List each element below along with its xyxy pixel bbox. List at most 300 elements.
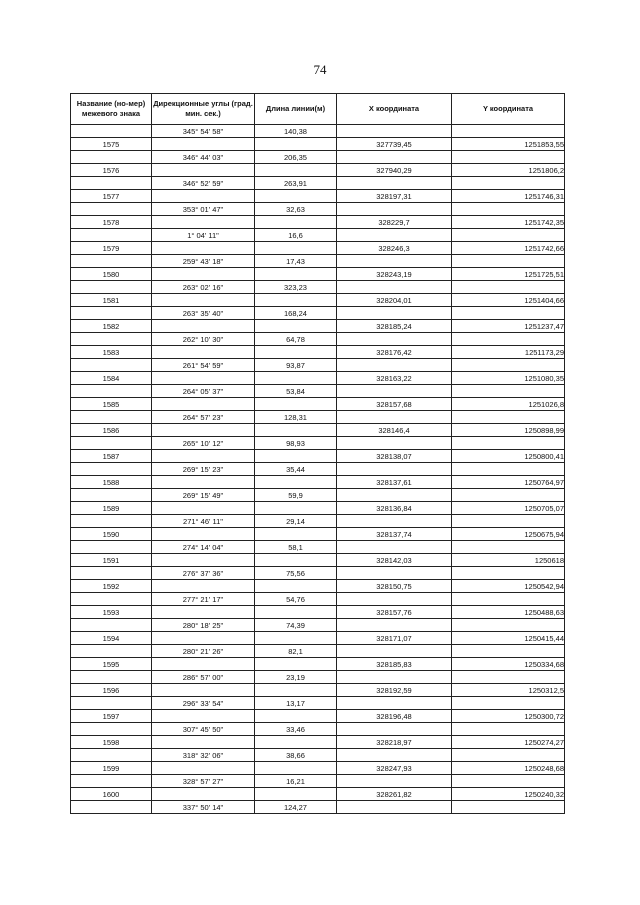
- line-length: 16,6: [255, 229, 337, 242]
- empty-cell: [71, 671, 152, 684]
- y-coordinate: 1250764,97: [452, 476, 565, 489]
- empty-cell: [152, 632, 255, 645]
- empty-cell: [152, 502, 255, 515]
- y-coordinate: 1250274,27: [452, 736, 565, 749]
- point-name: 1596: [71, 684, 152, 697]
- empty-cell: [71, 723, 152, 736]
- empty-cell: [452, 307, 565, 320]
- empty-cell: [452, 749, 565, 762]
- segment-row: [71, 281, 565, 294]
- empty-cell: [71, 281, 152, 294]
- x-coordinate: 328157,76: [337, 606, 452, 619]
- direction-angle: 259° 43' 18": [152, 255, 255, 268]
- empty-cell: [71, 177, 152, 190]
- direction-angle: 263° 02' 16": [152, 281, 255, 294]
- empty-cell: [71, 775, 152, 788]
- empty-cell: [152, 580, 255, 593]
- empty-cell: [337, 333, 452, 346]
- point-name: 1590: [71, 528, 152, 541]
- empty-cell: [71, 593, 152, 606]
- direction-angle: 271° 46' 11": [152, 515, 255, 528]
- empty-cell: [71, 567, 152, 580]
- y-coordinate: 1250312,5: [452, 684, 565, 697]
- direction-angle: 269° 15' 23": [152, 463, 255, 476]
- empty-cell: [337, 515, 452, 528]
- segment-row: [71, 619, 565, 632]
- direction-angle: 353° 01' 47": [152, 203, 255, 216]
- x-coordinate: 328204,01: [337, 294, 452, 307]
- direction-angle: 262° 10' 30": [152, 333, 255, 346]
- direction-angle: 337° 50' 14": [152, 801, 255, 814]
- empty-cell: [452, 203, 565, 216]
- y-coordinate: 1251725,51: [452, 268, 565, 281]
- line-length: 140,38: [255, 125, 337, 138]
- line-length: 82,1: [255, 645, 337, 658]
- empty-cell: [152, 528, 255, 541]
- empty-cell: [337, 645, 452, 658]
- empty-cell: [255, 164, 337, 177]
- empty-cell: [452, 801, 565, 814]
- empty-cell: [452, 541, 565, 554]
- point-row: [71, 502, 565, 515]
- empty-cell: [152, 320, 255, 333]
- y-coordinate: 1250705,07: [452, 502, 565, 515]
- point-row: [71, 190, 565, 203]
- segment-row: [71, 567, 565, 580]
- line-length: 17,43: [255, 255, 337, 268]
- y-coordinate: 1250240,32: [452, 788, 565, 801]
- point-name: 1580: [71, 268, 152, 281]
- empty-cell: [71, 697, 152, 710]
- line-length: 58,1: [255, 541, 337, 554]
- empty-cell: [255, 658, 337, 671]
- empty-cell: [255, 216, 337, 229]
- x-coordinate: 328136,84: [337, 502, 452, 515]
- line-length: 23,19: [255, 671, 337, 684]
- point-name: 1600: [71, 788, 152, 801]
- line-length: 16,21: [255, 775, 337, 788]
- segment-row: [71, 723, 565, 736]
- point-row: [71, 242, 565, 255]
- empty-cell: [255, 528, 337, 541]
- x-coordinate: 328185,24: [337, 320, 452, 333]
- empty-cell: [71, 359, 152, 372]
- empty-cell: [255, 632, 337, 645]
- empty-cell: [255, 736, 337, 749]
- x-coordinate: 328247,93: [337, 762, 452, 775]
- segment-row: [71, 203, 565, 216]
- empty-cell: [152, 164, 255, 177]
- segment-row: [71, 437, 565, 450]
- direction-angle: 307° 45' 50": [152, 723, 255, 736]
- empty-cell: [152, 710, 255, 723]
- x-coordinate: 327940,29: [337, 164, 452, 177]
- empty-cell: [255, 346, 337, 359]
- empty-cell: [337, 567, 452, 580]
- direction-angle: 264° 57' 23": [152, 411, 255, 424]
- header-point-name: Название (но-мер) межевого знака: [71, 94, 152, 125]
- point-name: 1575: [71, 138, 152, 151]
- empty-cell: [152, 762, 255, 775]
- empty-cell: [152, 658, 255, 671]
- x-coordinate: 328142,03: [337, 554, 452, 567]
- x-coordinate: 328192,59: [337, 684, 452, 697]
- empty-cell: [71, 333, 152, 346]
- empty-cell: [152, 424, 255, 437]
- line-length: 64,78: [255, 333, 337, 346]
- line-length: 29,14: [255, 515, 337, 528]
- point-name: 1586: [71, 424, 152, 437]
- empty-cell: [255, 320, 337, 333]
- empty-cell: [452, 151, 565, 164]
- direction-angle: 346° 44' 03": [152, 151, 255, 164]
- segment-row: [71, 801, 565, 814]
- empty-cell: [255, 788, 337, 801]
- empty-cell: [152, 268, 255, 281]
- line-length: 98,93: [255, 437, 337, 450]
- x-coordinate: 328197,31: [337, 190, 452, 203]
- point-name: 1587: [71, 450, 152, 463]
- x-coordinate: 328246,3: [337, 242, 452, 255]
- empty-cell: [337, 255, 452, 268]
- empty-cell: [337, 359, 452, 372]
- empty-cell: [152, 190, 255, 203]
- segment-row: [71, 151, 565, 164]
- empty-cell: [152, 294, 255, 307]
- segment-row: [71, 177, 565, 190]
- empty-cell: [255, 398, 337, 411]
- line-length: 93,87: [255, 359, 337, 372]
- empty-cell: [337, 671, 452, 684]
- point-row: [71, 138, 565, 151]
- direction-angle: 277° 21' 17": [152, 593, 255, 606]
- x-coordinate: 328163,22: [337, 372, 452, 385]
- empty-cell: [337, 723, 452, 736]
- x-coordinate: 328137,61: [337, 476, 452, 489]
- y-coordinate: 1251026,8: [452, 398, 565, 411]
- empty-cell: [337, 203, 452, 216]
- direction-angle: 296° 33' 54": [152, 697, 255, 710]
- y-coordinate: 1251746,31: [452, 190, 565, 203]
- empty-cell: [452, 125, 565, 138]
- line-length: 35,44: [255, 463, 337, 476]
- point-name: 1595: [71, 658, 152, 671]
- point-row: [71, 346, 565, 359]
- empty-cell: [452, 333, 565, 346]
- empty-cell: [452, 177, 565, 190]
- empty-cell: [337, 281, 452, 294]
- y-coordinate: 1250415,44: [452, 632, 565, 645]
- empty-cell: [152, 476, 255, 489]
- point-name: 1584: [71, 372, 152, 385]
- empty-cell: [152, 450, 255, 463]
- direction-angle: 274° 14' 04": [152, 541, 255, 554]
- empty-cell: [255, 502, 337, 515]
- point-row: [71, 736, 565, 749]
- y-coordinate: 1250800,41: [452, 450, 565, 463]
- segment-row: [71, 593, 565, 606]
- empty-cell: [255, 190, 337, 203]
- empty-cell: [152, 216, 255, 229]
- y-coordinate: 1250618: [452, 554, 565, 567]
- y-coordinate: 1251806,2: [452, 164, 565, 177]
- empty-cell: [255, 554, 337, 567]
- empty-cell: [452, 281, 565, 294]
- segment-row: [71, 463, 565, 476]
- page-number: 74: [313, 62, 327, 77]
- empty-cell: [337, 385, 452, 398]
- point-row: [71, 372, 565, 385]
- segment-row: [71, 411, 565, 424]
- empty-cell: [71, 489, 152, 502]
- y-coordinate: 1250248,68: [452, 762, 565, 775]
- empty-cell: [152, 736, 255, 749]
- segment-row: [71, 749, 565, 762]
- empty-cell: [255, 138, 337, 151]
- coordinates-table: [70, 93, 565, 814]
- point-name: 1593: [71, 606, 152, 619]
- empty-cell: [337, 697, 452, 710]
- point-row: [71, 788, 565, 801]
- empty-cell: [452, 255, 565, 268]
- point-row: [71, 476, 565, 489]
- point-row: [71, 554, 565, 567]
- empty-cell: [337, 411, 452, 424]
- empty-cell: [452, 515, 565, 528]
- x-coordinate: 328218,97: [337, 736, 452, 749]
- line-length: 59,9: [255, 489, 337, 502]
- segment-row: [71, 359, 565, 372]
- direction-angle: 328° 57' 27": [152, 775, 255, 788]
- empty-cell: [337, 463, 452, 476]
- empty-cell: [452, 489, 565, 502]
- empty-cell: [452, 619, 565, 632]
- empty-cell: [255, 268, 337, 281]
- point-name: 1597: [71, 710, 152, 723]
- empty-cell: [452, 723, 565, 736]
- empty-cell: [152, 242, 255, 255]
- header-y-coordinate: Y координата: [452, 94, 565, 125]
- empty-cell: [152, 346, 255, 359]
- empty-cell: [255, 294, 337, 307]
- header-line-length: Длина линии(м): [255, 94, 337, 125]
- point-row: [71, 450, 565, 463]
- empty-cell: [71, 749, 152, 762]
- empty-cell: [71, 619, 152, 632]
- y-coordinate: 1250542,94: [452, 580, 565, 593]
- table-header-row: [71, 94, 565, 125]
- empty-cell: [452, 645, 565, 658]
- x-coordinate: 328176,42: [337, 346, 452, 359]
- empty-cell: [71, 541, 152, 554]
- point-name: 1598: [71, 736, 152, 749]
- direction-angle: 280° 21' 26": [152, 645, 255, 658]
- segment-row: [71, 333, 565, 346]
- empty-cell: [337, 151, 452, 164]
- empty-cell: [71, 151, 152, 164]
- empty-cell: [71, 203, 152, 216]
- empty-cell: [152, 684, 255, 697]
- line-length: 206,35: [255, 151, 337, 164]
- line-length: 128,31: [255, 411, 337, 424]
- empty-cell: [255, 242, 337, 255]
- point-name: 1585: [71, 398, 152, 411]
- y-coordinate: 1251237,47: [452, 320, 565, 333]
- point-name: 1592: [71, 580, 152, 593]
- x-coordinate: 328185,83: [337, 658, 452, 671]
- empty-cell: [337, 229, 452, 242]
- empty-cell: [452, 229, 565, 242]
- empty-cell: [452, 463, 565, 476]
- y-coordinate: 1251080,35: [452, 372, 565, 385]
- y-coordinate: 1250334,68: [452, 658, 565, 671]
- empty-cell: [337, 541, 452, 554]
- segment-row: [71, 255, 565, 268]
- direction-angle: 265° 10' 12": [152, 437, 255, 450]
- line-length: 75,56: [255, 567, 337, 580]
- line-length: 53,84: [255, 385, 337, 398]
- point-row: [71, 424, 565, 437]
- segment-row: [71, 489, 565, 502]
- empty-cell: [255, 762, 337, 775]
- x-coordinate: 328138,07: [337, 450, 452, 463]
- y-coordinate: 1250675,94: [452, 528, 565, 541]
- empty-cell: [337, 125, 452, 138]
- empty-cell: [452, 671, 565, 684]
- empty-cell: [452, 411, 565, 424]
- point-name: 1583: [71, 346, 152, 359]
- point-row: [71, 762, 565, 775]
- point-name: 1577: [71, 190, 152, 203]
- line-length: 124,27: [255, 801, 337, 814]
- x-coordinate: 328137,74: [337, 528, 452, 541]
- empty-cell: [71, 437, 152, 450]
- empty-cell: [337, 749, 452, 762]
- y-coordinate: 1250300,72: [452, 710, 565, 723]
- empty-cell: [255, 606, 337, 619]
- x-coordinate: 328171,07: [337, 632, 452, 645]
- empty-cell: [337, 437, 452, 450]
- empty-cell: [71, 125, 152, 138]
- empty-cell: [452, 567, 565, 580]
- direction-angle: 276° 37' 36": [152, 567, 255, 580]
- empty-cell: [452, 359, 565, 372]
- point-row: [71, 580, 565, 593]
- point-name: 1594: [71, 632, 152, 645]
- y-coordinate: 1250488,63: [452, 606, 565, 619]
- x-coordinate: 328243,19: [337, 268, 452, 281]
- x-coordinate: 328261,82: [337, 788, 452, 801]
- direction-angle: 345° 54' 58": [152, 125, 255, 138]
- direction-angle: 263° 35' 40": [152, 307, 255, 320]
- direction-angle: 318° 32' 06": [152, 749, 255, 762]
- empty-cell: [255, 580, 337, 593]
- point-row: [71, 164, 565, 177]
- empty-cell: [71, 515, 152, 528]
- header-direction-angle: Дирекционные углы (град. мин. сек.): [152, 94, 255, 125]
- empty-cell: [152, 788, 255, 801]
- point-name: 1588: [71, 476, 152, 489]
- empty-cell: [152, 606, 255, 619]
- empty-cell: [452, 593, 565, 606]
- empty-cell: [71, 463, 152, 476]
- point-name: 1582: [71, 320, 152, 333]
- direction-angle: 264° 05' 37": [152, 385, 255, 398]
- y-coordinate: 1251173,29: [452, 346, 565, 359]
- point-row: [71, 710, 565, 723]
- point-name: 1599: [71, 762, 152, 775]
- empty-cell: [452, 437, 565, 450]
- point-name: 1589: [71, 502, 152, 515]
- empty-cell: [71, 255, 152, 268]
- direction-angle: 280° 18' 25": [152, 619, 255, 632]
- line-length: 33,46: [255, 723, 337, 736]
- empty-cell: [71, 385, 152, 398]
- segment-row: [71, 125, 565, 138]
- point-row: [71, 528, 565, 541]
- direction-angle: 286° 57' 00": [152, 671, 255, 684]
- empty-cell: [152, 138, 255, 151]
- x-coordinate: 328229,7: [337, 216, 452, 229]
- line-length: 38,66: [255, 749, 337, 762]
- line-length: 32,63: [255, 203, 337, 216]
- empty-cell: [337, 307, 452, 320]
- empty-cell: [255, 710, 337, 723]
- point-row: [71, 606, 565, 619]
- x-coordinate: 327739,45: [337, 138, 452, 151]
- empty-cell: [255, 424, 337, 437]
- empty-cell: [152, 372, 255, 385]
- point-name: 1576: [71, 164, 152, 177]
- line-length: 54,76: [255, 593, 337, 606]
- empty-cell: [337, 801, 452, 814]
- point-row: [71, 632, 565, 645]
- empty-cell: [152, 554, 255, 567]
- y-coordinate: 1251742,35: [452, 216, 565, 229]
- empty-cell: [71, 229, 152, 242]
- point-row: [71, 294, 565, 307]
- direction-angle: 346° 52' 59": [152, 177, 255, 190]
- line-length: 168,24: [255, 307, 337, 320]
- segment-row: [71, 385, 565, 398]
- empty-cell: [255, 684, 337, 697]
- point-row: [71, 320, 565, 333]
- empty-cell: [452, 775, 565, 788]
- x-coordinate: 328157,68: [337, 398, 452, 411]
- empty-cell: [337, 619, 452, 632]
- empty-cell: [71, 801, 152, 814]
- segment-row: [71, 645, 565, 658]
- direction-angle: 269° 15' 49": [152, 489, 255, 502]
- point-row: [71, 398, 565, 411]
- segment-row: [71, 671, 565, 684]
- empty-cell: [255, 372, 337, 385]
- line-length: 74,39: [255, 619, 337, 632]
- empty-cell: [71, 307, 152, 320]
- x-coordinate: 328150,75: [337, 580, 452, 593]
- empty-cell: [71, 411, 152, 424]
- empty-cell: [452, 697, 565, 710]
- segment-row: [71, 541, 565, 554]
- empty-cell: [255, 476, 337, 489]
- segment-row: [71, 229, 565, 242]
- header-x-coordinate: X координата: [337, 94, 452, 125]
- x-coordinate: 328146,4: [337, 424, 452, 437]
- empty-cell: [255, 450, 337, 463]
- empty-cell: [152, 398, 255, 411]
- point-name: 1579: [71, 242, 152, 255]
- segment-row: [71, 775, 565, 788]
